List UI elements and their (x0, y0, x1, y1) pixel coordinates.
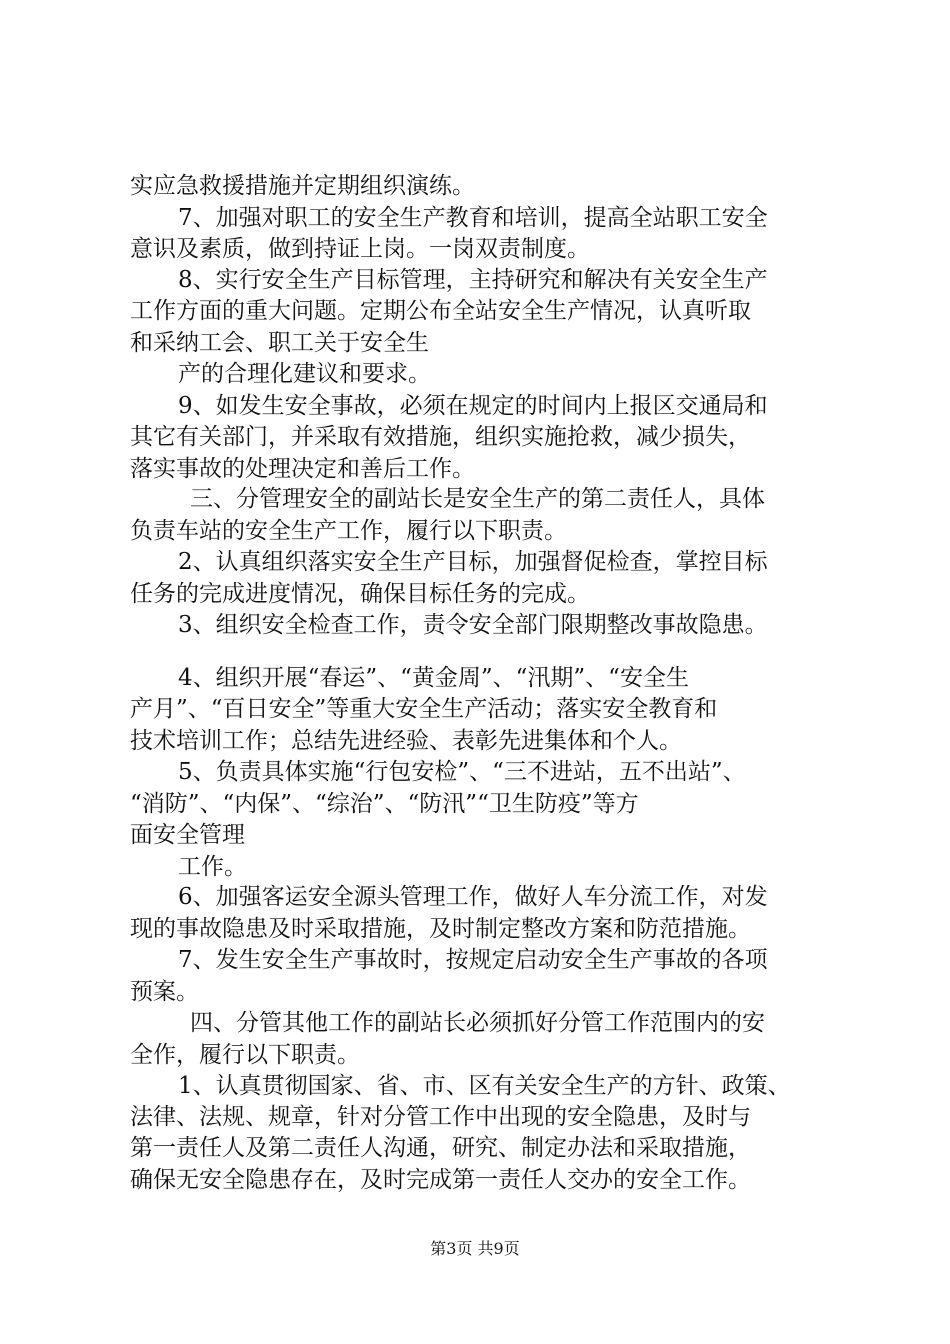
text-line: 全作，履行以下职责。 (130, 1041, 360, 1068)
text-line: 工作方面的重大问题。定期公布全站安全生产情况，认真听取 (130, 298, 751, 325)
text-line: 9、如发生安全事故，必须在规定的时间内上报区交通局和 (178, 392, 768, 419)
page-footer: 第3页 共9页 (430, 1239, 520, 1258)
text-line: 其它有关部门，并采取有效措施，组织实施抢救，减少损失， (130, 423, 751, 450)
text-line: 7、发生安全生产事故时，按规定启动安全生产事故的各项 (178, 947, 768, 974)
text-line: 3、组织安全检查工作，责令安全部门限期整改事故隐患。 (178, 611, 768, 638)
text-line: 意识及素质，做到持证上岗。一岗双责制度。 (130, 235, 590, 262)
text-line: 现的事故隐患及时采取措施，及时制定整改方案和防范措施。 (130, 916, 751, 943)
text-line: 5、负责具体实施“行包安检”、“三不进站，五不出站”、 (178, 759, 746, 786)
text-line: 确保无安全隐患存在，及时完成第一责任人交办的安全工作。 (130, 1167, 751, 1193)
text-line: 产月”、“百日安全”等重大安全生产活动；落实安全教育和 (130, 696, 718, 723)
text-line: “消防”、“内保”、“综治”、“防汛”“卫生防疫”等方 (130, 790, 639, 817)
text-line: 4、组织开展“春运”、“黄金周”、“汛期”、“安全生 (178, 665, 689, 692)
text-line: 第一责任人及第二责任人沟通，研究、制定办法和采取措施， (130, 1135, 751, 1162)
text-line: 四、分管其他工作的副站长必须抓好分管工作范围内的安 (190, 1009, 765, 1036)
text-line: 2、认真组织落实安全生产目标，加强督促检查，掌控目标 (178, 549, 768, 576)
text-line: 实应急救援措施并定期组织演练。 (130, 173, 475, 199)
text-line: 工作。 (178, 853, 247, 880)
text-line: 预案。 (130, 978, 199, 1005)
text-line: 和采纳工会、职工关于安全生 (130, 330, 429, 357)
text-line: 任务的完成进度情况，确保目标任务的完成。 (130, 580, 590, 607)
text-line: 6、加强客运安全源头管理工作，做好人车分流工作，对发 (178, 884, 768, 911)
text-line: 法律、法规、规章，针对分管工作中出现的安全隐患，及时与 (130, 1104, 751, 1131)
text-line: 负责车站的安全生产工作，履行以下职责。 (130, 518, 567, 545)
text-line: 8、实行安全生产目标管理，主持研究和解决有关安全生产 (178, 267, 768, 294)
text-line: 三、分管理安全的副站长是安全生产的第二责任人，具体 (190, 486, 765, 513)
text-line: 产的合理化建议和要求。 (178, 361, 431, 388)
text-line: 面安全管理 (130, 821, 245, 848)
text-line: 技术培训工作；总结先进经验、表彰先进集体和个人。 (130, 728, 682, 755)
text-line: 落实事故的处理决定和善后工作。 (130, 455, 475, 482)
text-line: 7、加强对职工的安全生产教育和培训，提高全站职工安全 (178, 204, 768, 231)
text-line: 1、认真贯彻国家、省、市、区有关安全生产的方针、政策、 (178, 1072, 791, 1099)
